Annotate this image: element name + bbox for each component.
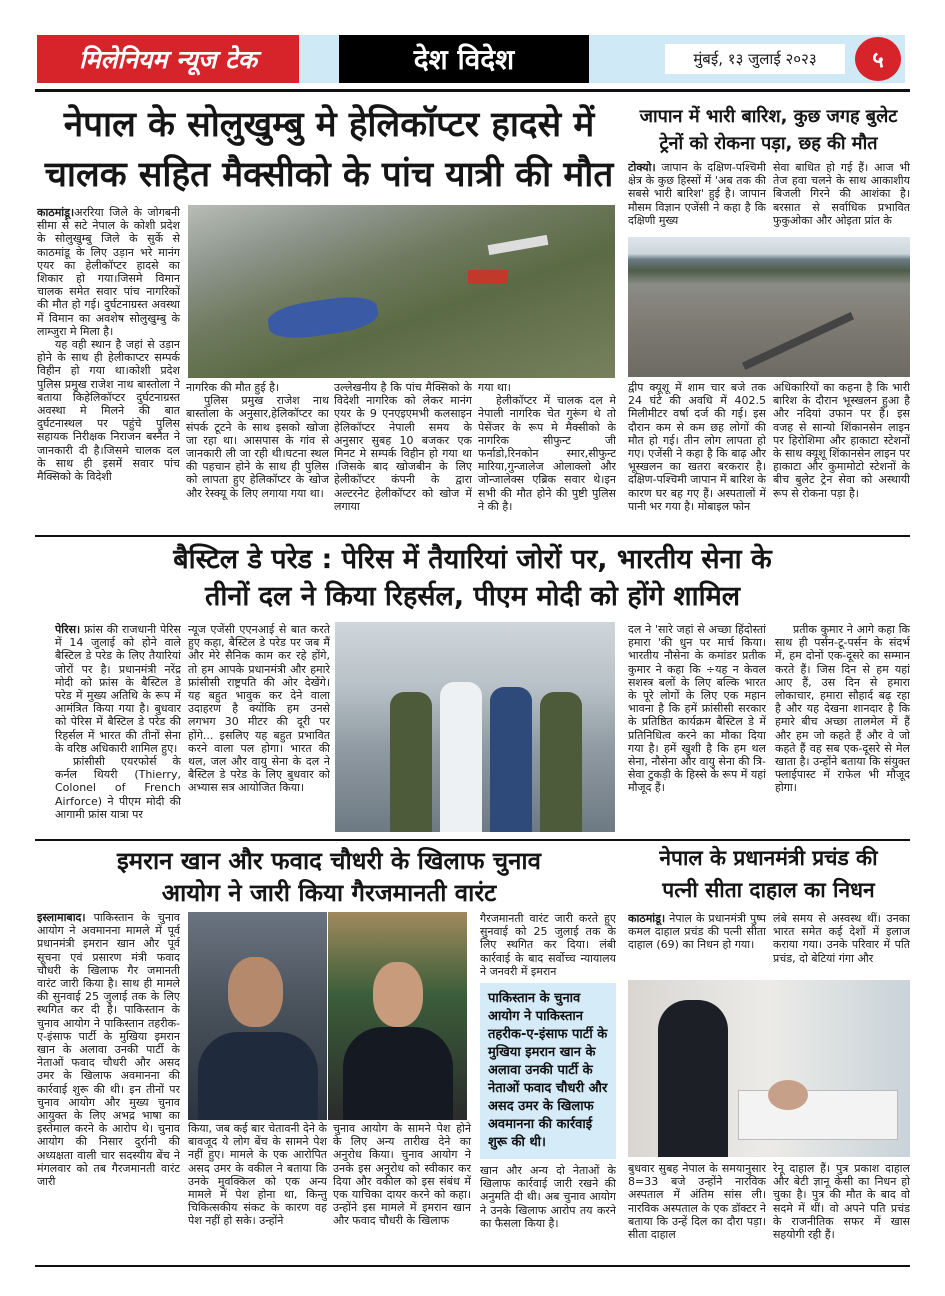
article-column: गैरजमानती वारंट जारी करते हुए सुनवाई को 25 जुलाई तक के लिए स्थगित कर दिया। लंबी कार्रवाई के बाद सर्वोच्च न्यायालय ने जनवरी में इमरान <box>480 912 616 978</box>
issue-date: मुंबई, १३ जुलाई २०२३ <box>665 44 845 74</box>
headline-line: चालक सहित मैक्सीको के पांच यात्री की मौत <box>44 155 614 195</box>
article-column: चुनाव आयोग के सामने पेश होने के लिए अन्य तारीख देने का अनुरोध किया। चुनाव आयोग ने उनके इस अनुरोध को स्वीकार कर दिया और वकील को इस संबंध में एक याचिका दायर करने को कहा। उन्होंने इस मामले में इमरान खान और फवाद चौधरी के खिलाफ <box>333 1122 471 1228</box>
flood-photo <box>628 237 910 377</box>
article-column: किया, जब कई बार चेतावनी देने के बावजूद ये लोग बेंच के सामने पेश नहीं हुए। मामले के एक आरोपित असद उमर के वकील ने बताया कि उनके मुवक्किल को एक अन्य मामले में पेश होना था, किन्तु चिकित्सकीय संकट के कारण वह पेश नहीं हो सके। उन्होंने <box>188 1122 327 1228</box>
military-officers-photo <box>335 622 615 832</box>
article-column: नागरिक की मौत हुई है। पुलिस प्रमुख राजेश नाथ बास्तोला के अनुसार,हेलिकॉप्टर का संपर्क टूटने के साथ इसको खोजा जा रहा था। आसपास के गांव से जानकारी ली जा रही थी।घटना स्थल की पहचान होने के साथ ही पुलिस को लापता हुए हेलिकॉप्टर के खोज और रेस्क्यू के लिए लगाया गया था। <box>186 381 329 500</box>
headline-nepal-crash <box>35 100 623 200</box>
paper-name: मिलेनियम न्यूज टेक <box>37 35 299 83</box>
imran-khan-photo <box>188 912 327 1120</box>
hospital-photo <box>628 980 910 1157</box>
article-column: न्यूज एजेंसी एएनआई से बात करते हुए कहा, बैस्टिल डे परेड पर जब मैं और मेरे सैनिक काम कर रहे होंगे, तो हम आपके प्रधानमंत्री और हमारे फ्रांसीसी राष्ट्रपति की ओर देखेंगे। यह बहुत भावुक कर देने वाला उदाहरण है क्योंकि हम उनसे लगभग 30 मीटर की दूरी पर होंगे... इसलिए यह बहुत प्रभावित करने वाला पल होगा। भारत की थल, जल और वायु सेना के दल ने बैस्टिल डे परेड के लिए बुधवार को अभ्यास सत्र आयोजित किया। <box>188 623 330 795</box>
dateline: इस्लामाबाद। <box>37 911 86 924</box>
divider <box>35 89 910 92</box>
article-column: काठमांडू। नेपाल के प्रधानमंत्री पुष्प कमल दाहाल प्रचंड की पत्नी सीता दाहाल (69) का निधन हो गया। <box>628 912 766 952</box>
article-column: उल्लेखनीय है कि पांच मैक्सिको के विदेशी नागरिक को लेकर मानंग एयर के 9 एनएइएमभी कलसाइन हेलिकॉप्टर नेपाली समय के अनुसार सुबह 10 बजकर एक मिनट मे सम्पर्क विहीन हो गया था ।जिसके बाद खोजबीन के लिए हेलीकॉप्टर कंपनी के द्वारा अल्टरनेट हेलीकॉप्टर को खोज में लगाया <box>334 381 472 513</box>
masthead-bar <box>37 35 905 83</box>
crash-site-photo <box>188 205 615 378</box>
headline-line: नेपाल के सोलुखुम्बु मे हेलिकॉप्टर हादसे में <box>63 105 595 145</box>
headline-japan-rain: जापान में भारी बारिश, कुछ जगह बुलेट ट्रेनों को रोकना पड़ा, छह की मौत <box>639 106 898 154</box>
article-column: पेरिस। फ्रांस की राजधानी पेरिस में 14 जुलाई को होने वाले बैस्टिल डे परेड के लिए तैयारियां जोरों पर है। प्रधानमंत्री नरेंद्र मोदी को फ्रांस के बैस्टिल डे परेड में मुख्य अतिथि के रूप में आमंत्रित किया गया है। बुधवार को पेरिस में बैस्टिल डे परेड की रिहर्सल में भारत की तीनों सेना के वरिष्ठ अधिकारी शामिल हुए। फ्रांसीसी एयरफोर्स के कर्नल थियरी (Thierry, Colonel of French Airforce) ने पीएम मोदी की आगामी फ्रांस यात्रा पर <box>55 623 181 821</box>
pull-quote: पाकिस्तान के चुनाव आयोग ने पाकिस्तान तहरीक-ए-इंसाफ पार्टी के मुखिया इमरान खान के अलावा उनकी पार्टी के नेताओं फवाद चौधरी और असद उमर के खिलाफ अवमानना की कार्रवाई शुरू की थी। <box>480 983 616 1159</box>
dateline: टोक्यो। <box>628 161 656 174</box>
article-column: सेवा बाधित हो गई हैं। आज भी तेज हवा चलने के साथ आकाशीय बिजली गिरने की आशंका है। बरसात से सर्वाधिक प्रभावित फुकुओका और ओइता प्रांत के <box>773 161 910 227</box>
headline-bastille: बैस्टिल डे परेड : पेरिस में तैयारियां जोरों पर, भारतीय सेना के तीनों दल ने किया रिहर्सल, पीएम मोदी को होंगे शामिल <box>173 544 772 612</box>
divider <box>35 1265 910 1267</box>
article-column: इस्लामाबाद। पाकिस्तान के चुनाव आयोग ने अवमानना मामले में पूर्व प्रधानमंत्री इमरान खान और पूर्व सूचना एवं प्रसारण मंत्री फवाद चौधरी के खिलाफ गैर जमानती वारंट जारी किया है। साथ ही मामले की सुनवाई 25 जुलाई तक के लिए स्थगित कर दी है। पाकिस्तान के चुनाव आयोग ने पाकिस्तान तहरीक-ए-इंसाफ पार्टी के मुखिया इमरान खान के अलावा उनकी पार्टी के नेताओं फवाद चौधरी और असद उमर के खिलाफ अवमानना की कार्रवाई शुरू की थी। इन तीनों पर चुनाव आयोग और मुख्य चुनाव आयुक्त के लिए अभद्र भाषा का इस्तेमाल करने के आरोप थे। चुनाव आयोग की निसार दुर्रानी की अध्यक्षता वाली चार सदस्यीय बेंच ने मंगलवार को तब गैरजमानती वारंट जारी <box>37 911 180 1189</box>
fawad-chaudhry-photo <box>328 912 467 1120</box>
article-column-stack <box>480 912 616 1262</box>
article-column: अधिकारियों का कहना है कि भारी बारिश के दौरान भूस्खलन हुआ है और नदियां उफान पर हैं। इस वजह से सान्यो शिंकानसेन लाइन पर हिरोशिमा और हाकाटा स्टेशनों के साथ क्यूशू शिंकानसेन लाइन पर हाकाटा और कुमामोटो स्टेशनों के बीच बुलेट ट्रेन सेवा को अस्थायी रूप से रोकना पड़ा है। <box>773 381 910 500</box>
article-column: रेनू दाहाल हैं। पुत्र प्रकाश दाहाल और बेटी ज्ञानू केसी का निधन हो चुका है। पुत्र की मौत के बाद वो सदमे में थीं। वो अपने पति प्रचंड के राजनीतिक सफर में खास सहयोगी रही हैं। <box>773 1162 910 1242</box>
article-column: गया था। हेलीकॉप्टर में चालक दल मे नेपाली नागरिक चेत गुरूंग थे तो पेसेंजर के रूप मे मैक्सीको के नागरिक सीफुन्ट जी फर्नाडो,रिनकोन स्मार,सीफुन्ट मारिया,गुन्जालेज ओलाक्लो और जोन्जालेक्स एब्रिक सवार थे।इन सभी की मौत होने की पुष्टी पुलिस ने की है। <box>478 381 616 513</box>
headline-imran: इमरान खान और फवाद चौधरी के खिलाफ चुनाव आयोग ने जारी किया गैरजमानती वारंट <box>117 847 541 907</box>
headline-sita-dahal: नेपाल के प्रधानमंत्री प्रचंड की पत्नी सीता दाहाल का निधन <box>659 846 878 902</box>
divider <box>35 839 910 841</box>
article-column: खान और अन्य दो नेताओं के खिलाफ कार्रवाई जारी रखने की अनुमति दी थी। अब चुनाव आयोग ने उनके खिलाफ आरोप तय करने का फैसला किया है। <box>480 1164 616 1230</box>
article-column: लंबे समय से अस्वस्थ थीं। उनका भारत समेत कई देशों में इलाज कराया गया। उनके परिवार में पति प्रचंड, दो बेटियां गंगा और <box>773 912 910 965</box>
article-column: प्रतीक कुमार ने आगे कहा कि साथ ही पर्सन-टू-पर्सन के संदर्भ में, हम दोनों एक-दूसरे का सम्मान करते हैं। जिस दिन से हम यहां आए हैं, उस दिन से हमारा लोकाचार, हमारा सौहार्द बढ़ रहा है और यह देखना शानदार है कि हमारे बीच अच्छा तालमेल में हैं और हम जो कहते हैं और वे जो कहते हैं वह सब एक-दूसरे से मेल खाता है। उन्होंने बताया कि संयुक्त फ्लाईपास्ट में राफेल भी मौजूद होगा। <box>775 623 910 795</box>
section-title: देश विदेश <box>339 35 589 83</box>
article-column: बुधवार सुबह नेपाल के समयानुसार 8=33 बजे उन्होंने नारविक अस्पताल में अंतिम सांस ली। नारविक अस्पताल के एक डॉक्टर ने बताया कि उन्हें दिल का दौरा पड़ा। सीता दाहाल <box>628 1162 766 1242</box>
dateline: काठमांडू। <box>628 912 666 925</box>
divider <box>35 535 910 537</box>
page-number: ५ <box>855 37 901 81</box>
article-column: काठमांडू।अररिया जिले के जोगबनी सीमा से सटे नेपाल के कोशी प्रदेश के सोलुखुम्बु जिले के सुर्के से काठमांडू के लिए उड़ान भरे मानंग एयर का हेलीकॉप्टर हादसे का शिकार हो गया।जिसमे विमान चालक समेत सवार पांच नागरिकों की मौत हो गई। दुर्घटनाग्रस्त अवस्था में विमान का अवशेष सोलुखुम्बु के लाम्जुरा मे मिला है। यह वही स्थान है जहां से उड़ान होने के साथ ही हेलीकाप्टर सम्पर्क विहीन हो गया था।कोशी प्रदेश पुलिस प्रमुख राजेश नाथ बास्तोला ने बताया किहेलिकॉप्टर दुर्घटनाग्रस्त अवस्था मे मिलने की बात दुर्घटनास्थल पर पहुंचे पुलिस सहायक निरीक्षक निराजन बस्नैत ने जानकारी दी है।जिसमे चालक दल के साथ ही इसमें सवार पांच मैक्सिको के विदेशी <box>37 206 180 484</box>
article-column: दल ने 'सारे जहां से अच्छा हिंदोस्तां हमारा 'की धुन पर मार्च किया। भारतीय नौसेना के कमांडर प्रतीक कुमार ने कहा कि ÷यह न केवल सशस्त्र बलों के लिए बल्कि भारत के पूरे लोगों के लिए एक महान भावना है कि हमें फ्रांसीसी सरकार के प्रतिष्ठित कार्यक्रम बैस्टिल डे में प्रतिनिधित्व करने का मौका दिया गया है। हमें खुशी है कि हम थल सेना, नौसेना और वायु सेना की त्रि-सेवा टुकड़ी के हिस्से के रूप में यहां मौजूद हैं। <box>628 623 766 795</box>
dateline: पेरिस। <box>55 623 81 636</box>
article-column: द्वीप क्यूशू में शाम चार बजे तक 24 घंटे की अवधि में 402.5 मिलीमीटर वर्षा दर्ज की गई। इस दौरान कम से कम छह लोगों की मौत हो गई। तीन लोग लापता हो गए। एजेंसी ने कहा है कि बाढ़ और भूस्खलन का खतरा बरकरार है। दक्षिण-पश्चिमी जापान में बारिश के कारण घर बह गए हैं। अस्पतालों में पानी भर गया है। मोबाइल फोन <box>628 381 766 513</box>
article-column: टोक्यो। जापान के दक्षिण-पश्चिमी क्षेत्र के कुछ हिस्सों में 'अब तक की सबसे भारी बारिश' हुई है। जापान मौसम विज्ञान एजेंसी ने कहा है कि दक्षिणी मुख्य <box>628 161 766 227</box>
dateline: काठमांडू। <box>37 206 75 219</box>
